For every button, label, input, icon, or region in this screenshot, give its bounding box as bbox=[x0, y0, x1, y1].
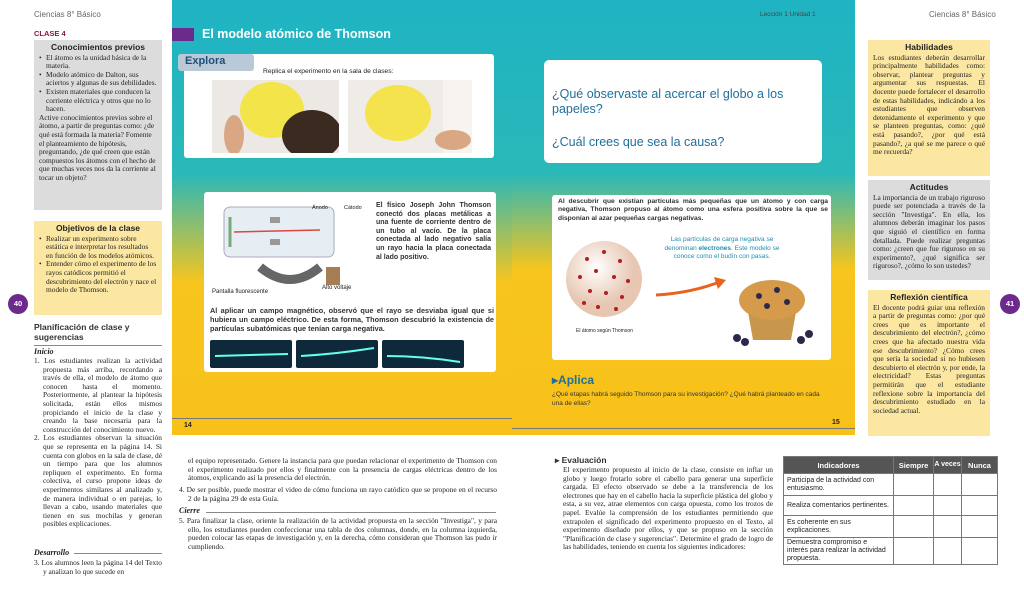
atom-caption: El átomo según Thomson bbox=[576, 328, 633, 334]
desarrollo-label: Desarrollo bbox=[34, 548, 70, 557]
objetivos-title: Objetivos de la clase bbox=[55, 223, 141, 233]
empty-cell bbox=[934, 496, 962, 516]
conocimientos-box bbox=[34, 40, 162, 210]
objetivos-item: • Entender cómo el experimento de los rayos catódicos permitió el descubrimiento del electrón y nace el modelo de Thomson. bbox=[39, 260, 157, 294]
bottom-p1: el equipo representado. Genere la instancia para que puedan relacionar el experimento de Thomson con el experimento realizado por ellos y finalmente con la presencia de cargas eléctricas dentro de los átomos, explicando así la presencia del electrón. bbox=[188, 456, 497, 483]
empty-cell bbox=[962, 538, 998, 565]
actitudes-text: La importancia de un trabajo riguroso puede ser potenciada a través de la sección "Investiga". En ella, los alumnos deberán imaginar los pasos que siguió el científico en forma detallada. Puede realizar preguntas como: ¿creen que fue riguroso en su experimento?, ¿qué significa ser riguroso?, ¿cómo lo son ustedes? bbox=[873, 192, 985, 271]
indicator-cell: Realiza comentarios pertinentes. bbox=[784, 496, 894, 516]
objetivos-box bbox=[34, 221, 162, 315]
inicio-label: Inicio bbox=[34, 347, 54, 356]
cathode-ray-tube-diagram bbox=[210, 197, 370, 297]
plan-title: Planificación de clase y sugerencias bbox=[34, 322, 130, 342]
empty-cell bbox=[934, 516, 962, 538]
bottom-p5: 5. Para finalizar la clase, oriente la realización de la actividad propuesta en la sección "Investiga", y para ello, los estudiantes pueden confeccionar una tabla de dos columnas, donde, en la columna izquierda, pueden colocar las etapas de investigación y, en la derecha, cómo consideran que Thomson las pudo ir cumpliendo. bbox=[179, 516, 497, 551]
textbook-page-15 bbox=[512, 0, 855, 435]
cierre-label: Cierre bbox=[179, 506, 200, 515]
empty-cell bbox=[894, 516, 934, 538]
right-header: Ciencias 8° Básico bbox=[929, 10, 996, 19]
empty-cell bbox=[934, 474, 962, 496]
table-row bbox=[784, 516, 998, 538]
page-rule bbox=[172, 418, 512, 419]
table-row bbox=[784, 538, 998, 565]
plan-item-3: 3. Los alumnos leen la página 14 del Texto y analizan lo que sucede en bbox=[34, 558, 162, 576]
indicator-cell: Participa de la actividad con entusiasmo. bbox=[784, 474, 894, 496]
reflexion-box bbox=[868, 290, 990, 436]
objetivos-item: • Realizar un experimento sobre estática e interpretar los resultados en función de los modelos atómicos. bbox=[39, 235, 157, 261]
empty-cell bbox=[962, 496, 998, 516]
lesson-header: Lección 1 Unidad 1 bbox=[760, 11, 816, 18]
plan-item-1: 1. Los estudiantes realizan la actividad propuesta más arriba, recordando a través de ella, el modelo de átomo que conocen hasta el momento. Posteriormente, al plantear la hipótesis solicitada, están ellos mismos propiciando el inicio de la clase y creando la base necesaria para la construcción del conocimiento nuevo. bbox=[34, 356, 162, 434]
page-number-40: 40 bbox=[8, 294, 28, 314]
conocimientos-text: Active conocimientos previos sobre el átomo, a partir de preguntas como: ¿de qué está formada la materia? Fomente el planteamiento de hipótesis, preguntando, ¿de qué creen que están compuestos los átomos con el hecho de que muchas veces nos da la corriente al tocar un objeto? bbox=[39, 112, 156, 182]
callout-part: Las partículas de carga negativa se denominan bbox=[664, 236, 774, 252]
plum-pudding-atom bbox=[562, 237, 646, 321]
aplica-text-label: Aplica bbox=[558, 373, 595, 387]
tube-photo-3 bbox=[382, 340, 464, 368]
conocimientos-item: • El átomo es la unidad básica de la materia. bbox=[39, 54, 157, 71]
divider bbox=[74, 553, 162, 554]
conocimientos-item: • Modelo atómico de Dalton, sus aciertos y algunas de sus debilidades. bbox=[39, 71, 157, 88]
reflexion-title: Reflexión científica bbox=[890, 292, 968, 302]
title-marker bbox=[172, 28, 194, 41]
catodo-label: Cátodo bbox=[344, 205, 362, 211]
habilidades-box bbox=[868, 40, 990, 176]
anodo-label: Ánodo bbox=[312, 205, 328, 211]
callout-part: . Este modelo se conoce como el budín con pasas. bbox=[673, 244, 780, 260]
divider bbox=[34, 345, 162, 346]
empty-cell bbox=[894, 474, 934, 496]
page-rule bbox=[512, 428, 855, 429]
page-number-14: 14 bbox=[184, 422, 192, 429]
indicator-cell: Es coherente en sus explicaciones. bbox=[784, 516, 894, 538]
empty-cell bbox=[962, 516, 998, 538]
model-intro: Al descubrir que existían partículas más pequeñas que un átomo y con carga negativa, Thomson propuso al átomo como una esfera positiva sobre la que se disponían al azar pequeñas cargas negativas. bbox=[558, 198, 828, 222]
table-header: Indicadores bbox=[784, 457, 894, 474]
clase-label: CLASE 4 bbox=[34, 29, 66, 38]
left-header: Ciencias 8° Básico bbox=[34, 10, 101, 19]
actitudes-box bbox=[868, 180, 990, 280]
page-title: El modelo atómico de Thomson bbox=[202, 27, 391, 41]
balloon-photo-2 bbox=[348, 80, 472, 153]
empty-cell bbox=[962, 474, 998, 496]
habilidades-text: Los estudiantes deberán desarrollar principalmente habilidades como: observar, plantear preguntas y argumentar sus respuestas. El docente puede fortalecer el desarrollo de estas habilidades, indicándo a los estudiantes que observen detenidamente el experimento y que se planteen preguntas, como: ¿qué está pasando?, ¿por qué está pasando?, ¿a qué se me parece o qué me recuerda? bbox=[873, 52, 985, 157]
page-number-41: 41 bbox=[1000, 294, 1020, 314]
page-number-15: 15 bbox=[832, 419, 840, 426]
callout-text bbox=[662, 236, 782, 262]
conocimientos-item: • Existen materiales que conducen la corriente eléctrica y otros que no lo hacen. bbox=[39, 88, 157, 114]
aplica-question: ¿Qué etapas habrá seguido Thomson para su investigación? ¿Qué habrá planteado en cada una de ellas? bbox=[552, 391, 820, 407]
table-header: Nunca bbox=[962, 457, 998, 474]
table-header: A veces bbox=[934, 457, 962, 474]
actitudes-title: Actitudes bbox=[909, 182, 949, 192]
table-row bbox=[784, 474, 998, 496]
evaluacion-title-text: Evaluación bbox=[561, 455, 607, 465]
callout-bold: electrones bbox=[698, 244, 732, 252]
thomson-text: El físico Joseph John Thomson conectó dos placas metálicas a una fuente de corriente dentro de un tubo al vacío. De la placa conectada al lado negativo salía un rayo hacia la placa conectada al lado positivo. bbox=[376, 202, 491, 261]
textbook-page-14 bbox=[172, 0, 512, 435]
question-1: ¿Qué observaste al acercar el globo a los papeles? bbox=[552, 87, 784, 116]
replica-text: Replica el experimento en la sala de clases: bbox=[263, 68, 394, 75]
indicator-cell: Demuestra compromiso e interés para realizar la actividad propuesta. bbox=[784, 538, 894, 565]
evaluacion-text: El experimento propuesto al inicio de la clase, consiste en inflar un globo y luego frotarlo sobre el cabello para generar una superficie cargada. El efecto observado se debe a la transferencia de los electrones que hay en el cabello hacia la superficie plástica del globo y esta, a su vez, atrae elementos con carga opuesta, como los trozos de papel. Evalúe la comprensión de los estudiantes permitiendo que extrapolen el significado del experimento propuesto en el Texto, al experimento diseñado por ellos, y que se propuso en la sección "Planificación de clase y sugerencias". Determine el grado de logro de las habilidades, teniendo en cuenta los siguientes indicadores: bbox=[563, 465, 773, 552]
empty-cell bbox=[934, 538, 962, 565]
model-intro-text bbox=[558, 198, 828, 223]
plan-item-2: 2. Los estudiantes observan la situación que se representa en la página 14. Si cuenta con globos en la sala de clase, dé un tiempo para que los alumnos repliquen el experimento. En forma colectiva, el curso propone ideas de experimentos similares al analizado y, de manera individual o en parejas, lo llevan a cabo, usando materiales que tienen en sus mochilas y generan posibles explicaciones. bbox=[34, 433, 162, 529]
empty-cell bbox=[894, 496, 934, 516]
play-icon: ▸ bbox=[555, 455, 562, 465]
habilidades-title: Habilidades bbox=[905, 42, 953, 52]
arrow-icon bbox=[652, 275, 732, 300]
play-icon: ▸ bbox=[552, 373, 559, 387]
tube-photo-2 bbox=[296, 340, 378, 368]
table-row bbox=[784, 496, 998, 516]
pantalla-label: Pantalla fluorescente bbox=[212, 289, 269, 295]
divider bbox=[206, 512, 496, 513]
table-header: Siempre bbox=[894, 457, 934, 474]
alto-voltaje-label: Alto voltaje bbox=[322, 285, 352, 291]
tube-photo-1 bbox=[210, 340, 292, 368]
aplica-label bbox=[552, 373, 594, 387]
balloon-photo-1 bbox=[212, 80, 339, 153]
indicators-table bbox=[783, 456, 998, 565]
conocimientos-title: Conocimientos previos bbox=[51, 42, 145, 52]
magnet-text: Al aplicar un campo magnético, observó que el rayo se desviaba igual que si hubiera un campo eléctrico. De esta forma, Thomson descubrió la existencia de partículas subatómicas que tenían carga negativa. bbox=[210, 306, 494, 333]
muffin-image bbox=[727, 268, 817, 348]
empty-cell bbox=[894, 538, 934, 565]
question-2: ¿Cuál crees que sea la causa? bbox=[552, 135, 725, 149]
bottom-p4: 4. De ser posible, puede mostrar el video de cómo funciona un rayo catódico que se propone en el recurso 2 de la página 29 de esta Guía. bbox=[179, 485, 497, 503]
explora-label: Explora bbox=[178, 54, 254, 71]
reflexion-text: El docente podrá guiar una reflexión a partir de preguntas como: ¿por qué crees que es importante el descubrimiento del electrón?, ¿cómo crees que ha afectado nuestra vida ese descubrimiento? ¿Cómo crees que sería la sociedad si no hubiesen descubierto el electrón y, por ende, la electricidad? Estas preguntas permitirán que el estudiante reflexione sobre la importancia del descubrimiento estudiado en la sociedad actual. bbox=[873, 302, 985, 415]
